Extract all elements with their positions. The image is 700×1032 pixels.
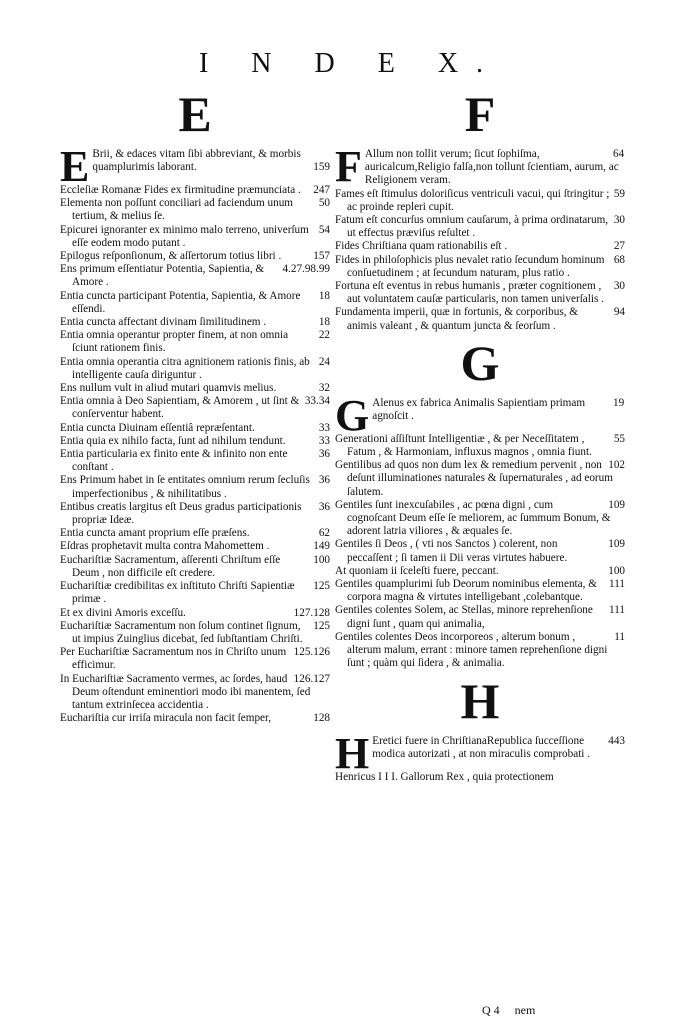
entry-list [60,184,330,725]
entry-page: 109 [608,538,625,551]
index-entry [60,316,330,329]
index-entry [335,565,625,578]
index-entry [60,250,330,263]
initial-entry [335,142,625,191]
section-letter: G [460,334,500,391]
entry-text: Epilogus reſponſionum, & aſſertorum totius libri . [60,250,282,263]
index-entry [60,197,330,223]
entry-text: Alenus ex fabrica Animalis Sapientiam primam agnoſcit . [372,396,586,423]
entry-page: 102 [608,459,625,472]
index-entry [60,527,330,540]
entry-page: 33.34 [304,395,330,408]
section-letter: F [464,86,496,142]
entry-text: Brii, & edaces vitam ſibi abbreviant, & morbis quamplurimis laborant. [92,148,301,174]
index-entry [60,224,330,250]
index-entry [335,771,625,784]
section-letter: H [460,672,500,729]
index-entry [60,290,330,316]
entry-text: Entia cuncta Diuinam eſſentiâ repræſentant. [60,421,255,434]
index-entry [335,280,625,306]
entry-page: 59 [613,187,625,200]
entry-text: Generationi aſſiſtunt Intelligentiæ , & per Neceſſitatem , Fatum , & Harmoniam, influxus magnos , omnia fiunt. [335,432,592,459]
entry-page: 32 [318,382,330,395]
entry-text: Fundamenta imperii, quæ in fortunis, & corporibus, & animis valeant , & quantum juncta & ſeorſum . [335,306,578,332]
entry-page: 247 [313,184,330,196]
index-entry [60,620,330,646]
index-entry [60,184,330,197]
entry-page: 55 [613,432,625,445]
index-entry [60,329,330,355]
index-section [335,86,625,333]
entry-text: Entia cuncta participant Potentia, Sapientia, & Amore eſſendi. [60,289,301,315]
entry-text: Fortuna eſt eventus in rebus humanis , præter cognitionem , aut voluntatem cauſæ particularis, non tamen univerſalis . [335,280,604,306]
entry-text: Entia cuncta amant proprium eſſe præſens. [60,527,250,540]
entry-page: 100 [608,564,625,577]
entry-page: 128 [313,712,330,725]
index-entry [60,422,330,435]
entry-text: Eccleſiæ Romanæ Fides ex firmitudine præmunciata . [60,184,301,196]
index-entry [60,646,330,672]
index-entry [335,578,625,604]
catchword: nem [514,1003,536,1017]
entry-page: 157 [313,250,330,263]
entry-text: Fides in philoſophicis plus nevalet ratio ſecundum hominum conſuetudinem ; at ſecundum naturam, plus ratio . [335,253,605,279]
index-entry [335,306,625,332]
entry-page: 100 [313,553,330,566]
entry-page: 111 [609,578,625,591]
entry-text: Epicurei ignoranter ex minimo malo terreno, univerſum eſſe eodem modo putant . [60,223,309,249]
catchword-line [470,1003,535,1018]
index-entry [60,554,330,580]
entry-page: 109 [608,498,625,511]
entry-page: 149 [313,540,330,553]
entry-text: Entia omnia operantia citra agnitionem rationis finis, ab intelligente cauſa diriguntur . [60,355,310,381]
entry-text: Gentiles ſi Deos , ( vti nos Sanctos ) colerent, non peccaſſent ; ſi tamen ii Dii veras virtutes habuere. [335,538,568,564]
entry-text: Per Euchariſtiæ Sacramentum nos in Chriſto unum efficimur. [60,646,287,672]
entry-page: 68 [613,253,625,266]
index-entry [60,263,330,289]
drop-cap: F [335,142,362,191]
entry-page: 111 [609,604,625,617]
entry-page: 36 [318,474,330,487]
entry-text: Eſdras prophetavit multa contra Mahomettem . [60,540,270,553]
entry-page: 62 [318,527,330,540]
entry-page: 11 [614,630,625,643]
index-entry [335,240,625,253]
entry-page: 64 [613,148,625,160]
entry-page: 4.27.98.99 [282,263,330,276]
index-entry [335,433,625,459]
index-entry [335,188,625,214]
entry-page: 94 [613,306,625,319]
entry-page: 27 [613,240,625,253]
entry-text: Gentilibus ad quos non dum lex & remedium pervenit , non deſunt illuminationes naturales & ſupernaturales , ad eorum ſalutem. [335,459,613,498]
drop-cap: G [335,390,370,440]
entry-page: 19 [613,396,625,409]
right-column [335,86,625,790]
entry-page: 18 [318,289,330,302]
entry-text: Elementa non poſſunt conciliari ad faciendum unum tertium, & melius ſe. [60,197,294,223]
entry-page: 50 [318,197,330,210]
index-entry [60,607,330,620]
drop-cap: H [335,728,370,778]
index-entry [60,474,330,500]
section-list [335,86,625,784]
index-entry [335,499,625,539]
index-entry [60,712,330,725]
index-entry [60,448,330,474]
entry-page: 126.127 [293,672,330,685]
entry-text: Entia quia ex nihilo facta, ſunt ad nihilum tendunt. [60,434,286,447]
index-entry [335,538,625,564]
entry-text: Entibus creatis largitus eſt Deus gradus participationis propriæ Ideæ. [60,500,302,527]
entry-text: Ens Primum habet in ſe entitates omnium rerum ſecluſis imperfectionibus , & nihilitatibus . [60,474,310,500]
entry-text: Fames eſt ſtimulus doloriſicus ventriculi vacui, qui ſtringitur ; ac proinde repleri cupit. [335,187,610,213]
entry-page: 127.128 [293,606,330,619]
entry-text: Entia omnia operantur propter finem, at non omnia ſciunt rationem finis. [60,329,289,355]
left-column [60,86,330,725]
index-entry [60,395,330,421]
index-entry [335,604,625,630]
index-entry [335,459,625,499]
entry-page: 125 [313,580,330,593]
entry-page: 443 [608,734,625,747]
entry-text: In Euchariſtiæ Sacramento vermes, ac ſordes, haud Deum oſtendunt eminentiori modo ibi manentem, ſed tantum extrinſecea accidentia . [60,672,311,711]
entry-text: Euchariſtia cur irriſa miracula non facit ſemper, [60,712,272,725]
entry-text: Entia omnia à Deo Sapientiam, & Amorem , ut ſint & conſerventur habent. [60,395,300,421]
entry-text: At quoniam ii ſceleſti fuere, peccant. [335,564,499,577]
index-entry [335,254,625,280]
entry-page: 125 [313,619,330,632]
entry-page: 24 [318,355,330,368]
entry-page: 30 [613,280,625,293]
entry-page: 36 [318,448,330,461]
drop-cap: E [60,142,90,191]
entry-text: Ens primum eſſentiatur Potentia, Sapientia, & Amore . [60,263,265,289]
entry-text: Ens nullum vult in aliud mutari quamvis melius. [60,382,277,395]
index-entry [60,540,330,553]
entry-text: Gentiles colentes Deos incorporeos , alterum bonum , alterum malum, errant : minore tamen reprehenſione digni ſunt ; quàm qui ſidera , & animalia. [335,630,608,670]
entry-page: 159 [313,161,330,174]
entry-text: Allum non tollit verum; ſicut ſophiſma, auricalcum,Religio falſa,non tollunt ſcientiam, aurum, ac Religionem veram. [364,148,619,187]
entry-text: Gentiles colentes Solem, ac Stellas, minore reprehenſione digni ſunt , quam qui animalia, [335,604,593,630]
entry-text: Entia cuncta affectant divinam ſimilitudinem . [60,316,267,329]
entry-text: Entia particularia ex finito ente & infinito non ente conſtant . [60,448,288,474]
entry-page: 30 [613,214,625,227]
entry-text: Et ex divini Amoris exceſſu. [60,606,186,619]
entry-page: 22 [318,329,330,342]
index-entry [335,631,625,671]
entry-text: Fatum eſt concurſus omnium cauſarum, à prima ordinatarum, ut effectus præviſus reſultet . [335,214,609,240]
entry-page: 33 [318,421,330,434]
entry-text: Gentiles ſunt inexcuſabiles , ac pœna digni , cum cognoſcant Deum eſſe ſe meliorem, ac ſummum Bonum, & adorent latria viliores , & æquales ſe. [335,498,611,538]
section-letter-e: E [178,86,212,142]
index-entry [60,435,330,448]
entry-text: Fides Chriſtiana quam rationabilis eſt . [335,240,508,253]
index-entry [335,214,625,240]
entry-text: Eretici fuere in ChriſtianaRepublica ſucceſſione modica autorizati , at non miraculis comprobati . [372,734,591,760]
entry-page: 125.126 [293,646,330,659]
entry-page: 18 [318,316,330,329]
index-section [335,672,625,784]
index-entry [60,356,330,382]
entry-text: Euchariſtiæ Sacramentum non ſolum continet ſignum, ut impius Zuinglius dicebat, ſed ſubſtantiam Chriſti. [60,619,303,645]
index-entry [60,501,330,527]
index-entry [60,382,330,395]
entry-page: 36 [318,500,330,513]
entry-text: Euchariſtiæ Sacramentum, aſſerenti Chriſtum eſſe Deum , non difficile eſt credere. [60,553,281,579]
entry-page: 54 [318,223,330,236]
entry-page: 33 [318,434,330,447]
index-section [335,334,625,671]
entry-text: Euchariſtiæ credibilitas ex inſtituto Chriſti Sapientiæ primæ . [60,580,295,606]
entry-text: Henricus I I I. Gallorum Rex , quia protectionem [335,770,554,783]
index-entry [60,580,330,606]
signature-mark: Q 4 [482,1003,500,1017]
index-entry [60,673,330,713]
page-title: I N D E X. [198,48,502,79]
entry-text: Gentiles quamplurimi ſub Deorum nominibus elementa, & corpora magna & virtutes intelligebant ,colebantque. [335,578,597,604]
